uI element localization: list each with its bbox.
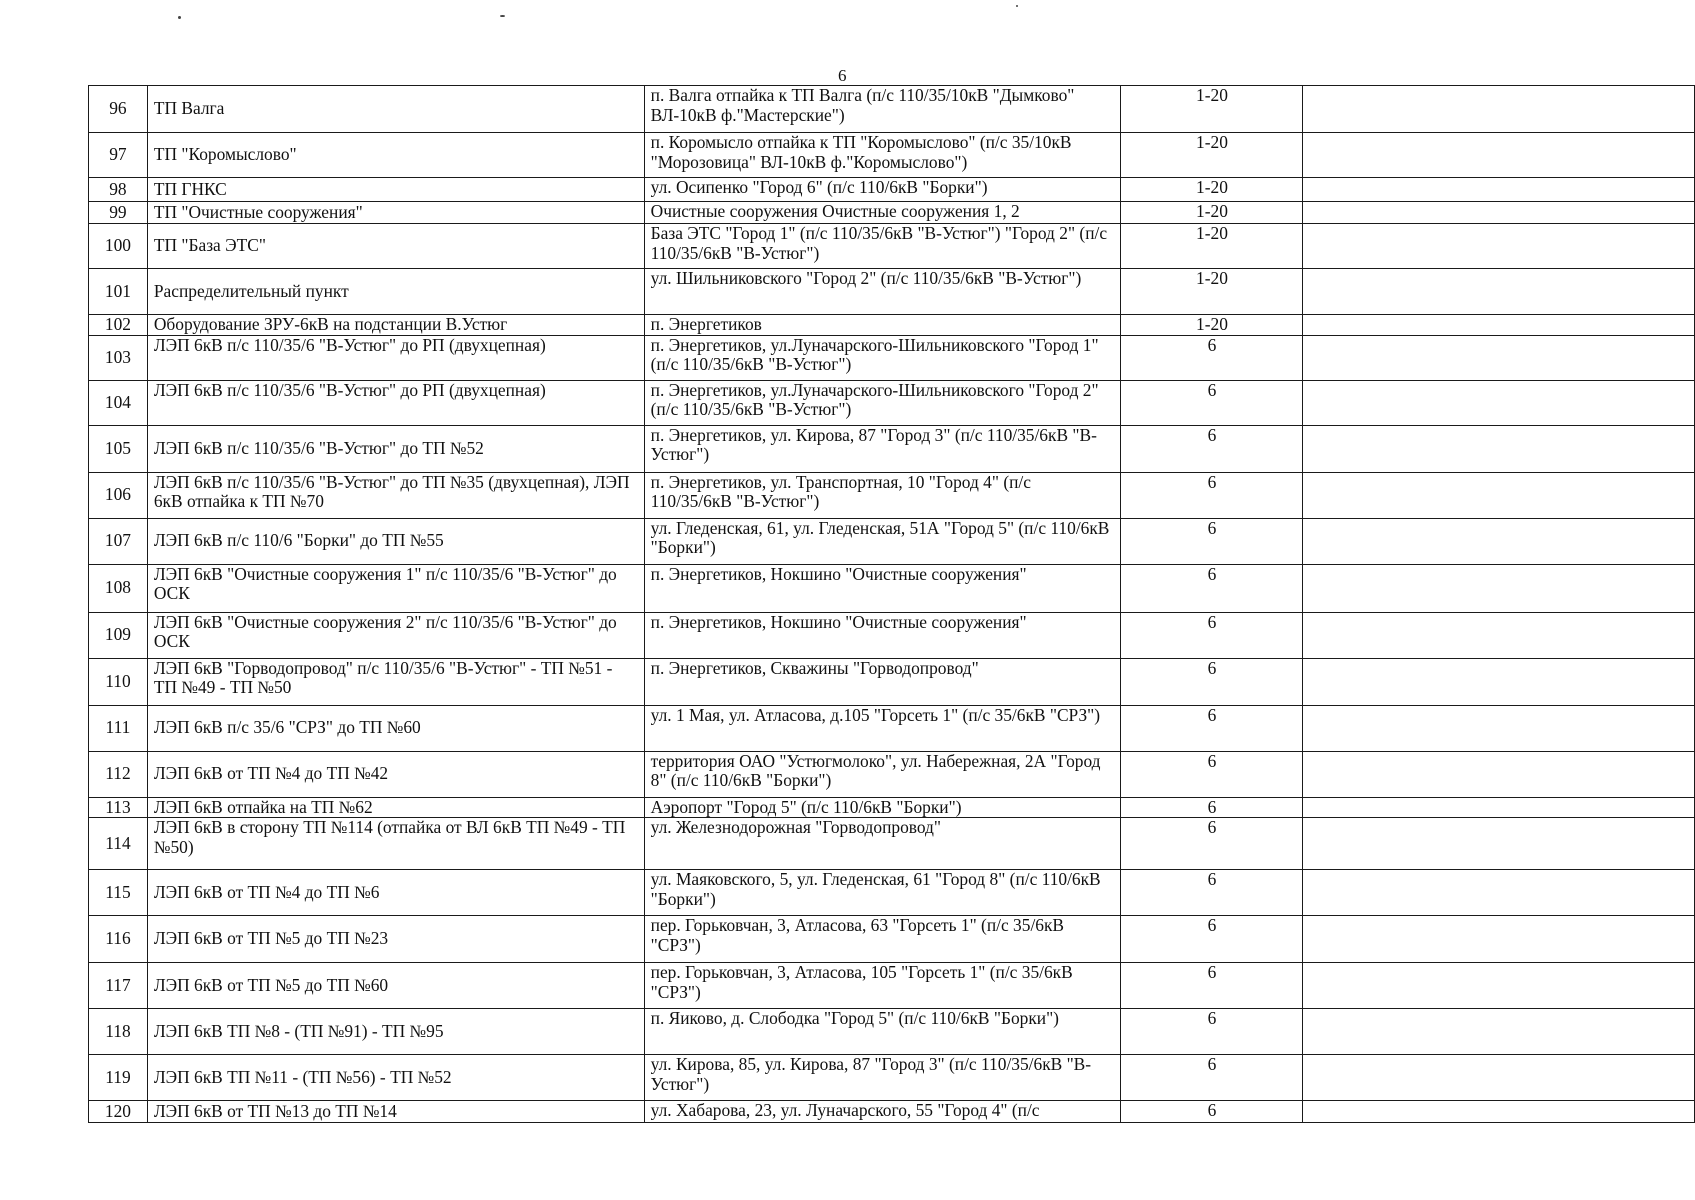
object-value: 6 (1121, 1101, 1303, 1123)
blank-cell (1303, 178, 1695, 202)
page-number: 6 (838, 66, 847, 85)
object-location: пер. Горьковчан, 3, Атласова, 63 "Горсеть 1" (п/с 35/6кВ "СРЗ") (644, 916, 1121, 963)
object-value: 1-20 (1121, 133, 1303, 178)
table-row (89, 963, 1695, 1009)
object-location: п. Энергетиков, Скважины "Горводопровод" (644, 658, 1121, 705)
table-row (89, 269, 1695, 315)
row-number: 119 (89, 1055, 148, 1101)
blank-cell (1303, 133, 1695, 178)
blank-cell (1303, 315, 1695, 336)
object-location: База ЭТС "Город 1" (п/с 110/35/6кВ "В-Устюг") "Город 2" (п/с 110/35/6кВ "В-Устюг") (644, 224, 1121, 269)
table-row (89, 818, 1695, 870)
object-name: ЛЭП 6кВ п/с 110/6 "Борки" до ТП №55 (147, 518, 644, 564)
object-value: 6 (1121, 963, 1303, 1009)
object-value: 6 (1121, 658, 1303, 705)
object-name: ЛЭП 6кВ п/с 110/35/6 "В-Устюг" до РП (двухцепная) (147, 380, 644, 425)
row-number: 109 (89, 612, 148, 658)
object-value: 6 (1121, 612, 1303, 658)
blank-cell (1303, 612, 1695, 658)
row-number: 103 (89, 335, 148, 380)
object-name: ТП Валга (147, 86, 644, 133)
table-row (89, 224, 1695, 269)
object-name: ЛЭП 6кВ от ТП №13 до ТП №14 (147, 1101, 644, 1123)
object-value: 6 (1121, 425, 1303, 472)
object-name: ЛЭП 6кВ от ТП №5 до ТП №60 (147, 963, 644, 1009)
object-value: 6 (1121, 335, 1303, 380)
object-value: 6 (1121, 751, 1303, 797)
object-name: ТП "База ЭТС" (147, 224, 644, 269)
blank-cell (1303, 658, 1695, 705)
object-name: ЛЭП 6кВ п/с 35/6 "СРЗ" до ТП №60 (147, 705, 644, 751)
object-location: ул. Железнодорожная "Горводопровод" (644, 818, 1121, 870)
scan-speck (500, 15, 505, 17)
table-row (89, 425, 1695, 472)
object-name: ЛЭП 6кВ "Горводопровод" п/с 110/35/6 "В-Устюг" - ТП №51 - ТП №49 - ТП №50 (147, 658, 644, 705)
table-row (89, 751, 1695, 797)
row-number: 116 (89, 916, 148, 963)
object-location: п. Коромысло отпайка к ТП "Коромыслово" (п/с 35/10кВ "Морозовица" ВЛ-10кВ ф."Коромыслово") (644, 133, 1121, 178)
blank-cell (1303, 1055, 1695, 1101)
register-table (88, 85, 1695, 1123)
object-location: ул. Хабарова, 23, ул. Луначарского, 55 "Город 4" (п/с (644, 1101, 1121, 1123)
blank-cell (1303, 518, 1695, 564)
table-row (89, 133, 1695, 178)
row-number: 98 (89, 178, 148, 202)
object-value: 6 (1121, 797, 1303, 818)
blank-cell (1303, 963, 1695, 1009)
row-number: 110 (89, 658, 148, 705)
row-number: 99 (89, 202, 148, 224)
object-value: 6 (1121, 380, 1303, 425)
object-name: ЛЭП 6кВ п/с 110/35/6 "В-Устюг" до РП (двухцепная) (147, 335, 644, 380)
row-number: 96 (89, 86, 148, 133)
blank-cell (1303, 818, 1695, 870)
object-name: ЛЭП 6кВ от ТП №5 до ТП №23 (147, 916, 644, 963)
row-number: 112 (89, 751, 148, 797)
table-row (89, 564, 1695, 612)
object-name: ЛЭП 6кВ от ТП №4 до ТП №6 (147, 870, 644, 916)
row-number: 111 (89, 705, 148, 751)
table-row (89, 315, 1695, 336)
blank-cell (1303, 797, 1695, 818)
table-row (89, 380, 1695, 425)
scan-speck (1016, 5, 1018, 7)
object-value: 1-20 (1121, 315, 1303, 336)
object-value: 6 (1121, 564, 1303, 612)
row-number: 114 (89, 818, 148, 870)
blank-cell (1303, 425, 1695, 472)
object-location: п. Валга отпайка к ТП Валга (п/с 110/35/10кВ "Дымково" ВЛ-10кВ ф."Мастерские") (644, 86, 1121, 133)
scan-speck (178, 16, 181, 19)
object-location: ул. Маяковского, 5, ул. Гледенская, 61 "Город 8" (п/с 110/6кВ "Борки") (644, 870, 1121, 916)
table-row (89, 1055, 1695, 1101)
object-value: 1-20 (1121, 269, 1303, 315)
object-location: Аэропорт "Город 5" (п/с 110/6кВ "Борки") (644, 797, 1121, 818)
blank-cell (1303, 916, 1695, 963)
row-number: 113 (89, 797, 148, 818)
row-number: 102 (89, 315, 148, 336)
object-location: ул. Шильниковского "Город 2" (п/с 110/35/6кВ "В-Устюг") (644, 269, 1121, 315)
object-name: ЛЭП 6кВ от ТП №4 до ТП №42 (147, 751, 644, 797)
object-location: ул. Гледенская, 61, ул. Гледенская, 51А "Город 5" (п/с 110/6кВ "Борки") (644, 518, 1121, 564)
row-number: 100 (89, 224, 148, 269)
object-value: 6 (1121, 870, 1303, 916)
table-row (89, 178, 1695, 202)
object-location: Очистные сооружения Очистные сооружения 1, 2 (644, 202, 1121, 224)
table-row (89, 86, 1695, 133)
object-name: Распределительный пункт (147, 269, 644, 315)
object-name: ТП "Очистные сооружения" (147, 202, 644, 224)
object-location: пер. Горьковчан, 3, Атласова, 105 "Горсеть 1" (п/с 35/6кВ "СРЗ") (644, 963, 1121, 1009)
object-location: п. Энергетиков, ул.Луначарского-Шильниковского "Город 1" (п/с 110/35/6кВ "В-Устюг") (644, 335, 1121, 380)
object-value: 6 (1121, 705, 1303, 751)
blank-cell (1303, 380, 1695, 425)
blank-cell (1303, 269, 1695, 315)
object-location: п. Яиково, д. Слободка "Город 5" (п/с 110/6кВ "Борки") (644, 1009, 1121, 1055)
object-value: 6 (1121, 916, 1303, 963)
object-name: Оборудование ЗРУ-6кВ на подстанции В.Устюг (147, 315, 644, 336)
object-location: территория ОАО "Устюгмолоко", ул. Набережная, 2А "Город 8" (п/с 110/6кВ "Борки") (644, 751, 1121, 797)
object-location: п. Энергетиков, Нокшино "Очистные сооружения" (644, 564, 1121, 612)
row-number: 117 (89, 963, 148, 1009)
row-number: 105 (89, 425, 148, 472)
row-number: 115 (89, 870, 148, 916)
table-row (89, 202, 1695, 224)
object-name: ТП "Коромыслово" (147, 133, 644, 178)
blank-cell (1303, 86, 1695, 133)
object-name: ЛЭП 6кВ "Очистные сооружения 2" п/с 110/35/6 "В-Устюг" до ОСК (147, 612, 644, 658)
blank-cell (1303, 224, 1695, 269)
object-location: п. Энергетиков, ул. Транспортная, 10 "Город 4" (п/с 110/35/6кВ "В-Устюг") (644, 472, 1121, 518)
object-location: ул. Кирова, 85, ул. Кирова, 87 "Город 3" (п/с 110/35/6кВ "В-Устюг") (644, 1055, 1121, 1101)
table-row (89, 797, 1695, 818)
object-value: 1-20 (1121, 202, 1303, 224)
object-location: п. Энергетиков, Нокшино "Очистные сооружения" (644, 612, 1121, 658)
object-name: ЛЭП 6кВ отпайка на ТП №62 (147, 797, 644, 818)
table-row (89, 705, 1695, 751)
table-row (89, 472, 1695, 518)
table-row (89, 518, 1695, 564)
row-number: 118 (89, 1009, 148, 1055)
object-name: ЛЭП 6кВ п/с 110/35/6 "В-Устюг" до ТП №35 (двухцепная), ЛЭП 6кВ отпайка к ТП №70 (147, 472, 644, 518)
blank-cell (1303, 1101, 1695, 1123)
table-row (89, 658, 1695, 705)
blank-cell (1303, 705, 1695, 751)
object-location: п. Энергетиков (644, 315, 1121, 336)
object-value: 1-20 (1121, 178, 1303, 202)
row-number: 104 (89, 380, 148, 425)
blank-cell (1303, 751, 1695, 797)
object-value: 1-20 (1121, 224, 1303, 269)
row-number: 108 (89, 564, 148, 612)
table-row (89, 612, 1695, 658)
table-row (89, 335, 1695, 380)
blank-cell (1303, 870, 1695, 916)
object-value: 6 (1121, 1055, 1303, 1101)
object-value: 1-20 (1121, 86, 1303, 133)
object-location: ул. Осипенко "Город 6" (п/с 110/6кВ "Борки") (644, 178, 1121, 202)
object-name: ТП ГНКС (147, 178, 644, 202)
table-row (89, 916, 1695, 963)
object-name: ЛЭП 6кВ ТП №8 - (ТП №91) - ТП №95 (147, 1009, 644, 1055)
object-value: 6 (1121, 518, 1303, 564)
blank-cell (1303, 564, 1695, 612)
table-row (89, 870, 1695, 916)
row-number: 107 (89, 518, 148, 564)
object-name: ЛЭП 6кВ п/с 110/35/6 "В-Устюг" до ТП №52 (147, 425, 644, 472)
object-name: ЛЭП 6кВ в сторону ТП №114 (отпайка от ВЛ 6кВ ТП №49 - ТП №50) (147, 818, 644, 870)
object-name: ЛЭП 6кВ ТП №11 - (ТП №56) - ТП №52 (147, 1055, 644, 1101)
blank-cell (1303, 202, 1695, 224)
object-location: п. Энергетиков, ул.Луначарского-Шильниковского "Город 2" (п/с 110/35/6кВ "В-Устюг") (644, 380, 1121, 425)
blank-cell (1303, 335, 1695, 380)
register-table-body (89, 86, 1695, 1123)
blank-cell (1303, 472, 1695, 518)
object-location: п. Энергетиков, ул. Кирова, 87 "Город 3" (п/с 110/35/6кВ "В-Устюг") (644, 425, 1121, 472)
table-row (89, 1009, 1695, 1055)
object-value: 6 (1121, 818, 1303, 870)
row-number: 120 (89, 1101, 148, 1123)
object-value: 6 (1121, 1009, 1303, 1055)
object-location: ул. 1 Мая, ул. Атласова, д.105 "Горсеть 1" (п/с 35/6кВ "СРЗ") (644, 705, 1121, 751)
blank-cell (1303, 1009, 1695, 1055)
row-number: 101 (89, 269, 148, 315)
row-number: 106 (89, 472, 148, 518)
object-value: 6 (1121, 472, 1303, 518)
row-number: 97 (89, 133, 148, 178)
object-name: ЛЭП 6кВ "Очистные сооружения 1" п/с 110/35/6 "В-Устюг" до ОСК (147, 564, 644, 612)
table-row (89, 1101, 1695, 1123)
